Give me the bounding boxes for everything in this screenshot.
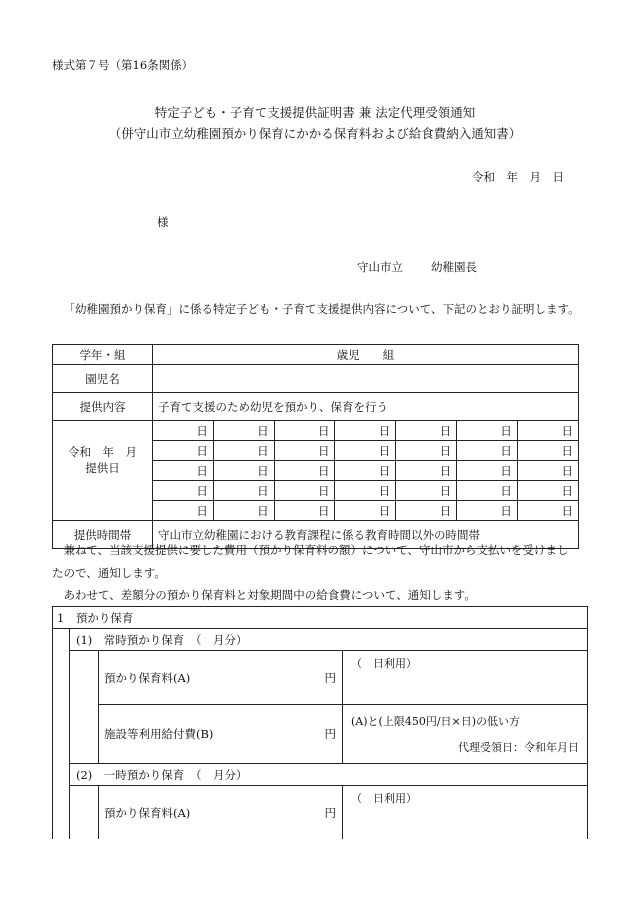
sub1-benefit-cell	[99, 705, 343, 764]
issuer-city: 守山市立	[357, 260, 403, 274]
fee-table	[52, 606, 588, 839]
sub1-fee-cell	[99, 651, 343, 705]
sub1-benefit-label: 施設等利用給付費(B)	[104, 727, 214, 741]
day-cell: 日	[153, 421, 214, 441]
day-cell: 日	[517, 461, 578, 481]
form-number: 様式第７号（第16条関係）	[52, 58, 194, 72]
day-cell: 日	[517, 421, 578, 441]
time-label: 提供時間帯	[53, 521, 153, 549]
service-dates-label	[53, 421, 153, 521]
sub1-benefit-note: (A)と(上限450円/日×日)の低い方	[351, 715, 521, 728]
day-cell: 日	[517, 441, 578, 461]
day-cell: 日	[457, 481, 518, 501]
section-title: 1 預かり保育	[53, 607, 588, 629]
sub1-benefit-unit: 円	[324, 727, 336, 741]
sub2-title: (2) 一時預かり保育 （ 月分）	[70, 764, 588, 786]
sub1-receipt-date: 代理受領日：令和年月日	[458, 741, 579, 754]
day-cell: 日	[396, 501, 457, 521]
day-cell: 日	[396, 461, 457, 481]
day-cell: 日	[517, 481, 578, 501]
grade-label: 学年・組	[53, 345, 153, 365]
day-cell: 日	[457, 421, 518, 441]
service-month-label: 令和 年 月	[68, 444, 137, 459]
day-cell: 日	[457, 441, 518, 461]
day-cell: 日	[335, 421, 396, 441]
sub1-fee-label: 預かり保育料(A)	[104, 670, 191, 685]
child-name-value	[153, 365, 579, 393]
day-cell: 日	[396, 441, 457, 461]
issuer	[357, 259, 477, 275]
document-subtitle: （併守山市立幼稚園預かり保育にかかる保育料および給食費納入通知書）	[108, 126, 522, 141]
sub2-days-note: （ 日利用）	[343, 786, 588, 840]
notice-paragraph-1: 兼ねて、当該支援提供に要した費用（預かり保育料の額）について、守山市から支払いを受けましたので、通知します。	[52, 543, 569, 580]
day-cell: 日	[213, 461, 274, 481]
day-cell: 日	[153, 461, 214, 481]
day-cell: 日	[153, 501, 214, 521]
day-cell: 日	[213, 501, 274, 521]
content-label: 提供内容	[53, 393, 153, 421]
certificate-table	[52, 344, 579, 549]
day-cell: 日	[335, 481, 396, 501]
day-cell: 日	[274, 481, 335, 501]
day-cell: 日	[274, 441, 335, 461]
day-cell: 日	[335, 501, 396, 521]
issue-date: 令和 年 月 日	[472, 170, 564, 184]
intro-paragraph: 「幼稚園預かり保育」に係る特定子ども・子育て支援提供内容について、下記のとおり証明します。	[63, 302, 580, 316]
day-cell: 日	[153, 441, 214, 461]
day-cell: 日	[274, 461, 335, 481]
sub1-fee-unit: 円	[324, 670, 336, 685]
day-cell: 日	[213, 441, 274, 461]
content-value: 子育て支援のため幼児を預かり、保育を行う	[153, 393, 579, 421]
sub1-days-note: （ 日利用）	[343, 651, 588, 705]
day-cell: 日	[213, 421, 274, 441]
time-value: 守山市立幼稚園における教育課程に係る教育時間以外の時間帯	[153, 521, 579, 549]
day-cell: 日	[335, 441, 396, 461]
day-cell: 日	[457, 461, 518, 481]
day-cell: 日	[274, 421, 335, 441]
day-cell: 日	[517, 501, 578, 521]
day-cell: 日	[396, 481, 457, 501]
sub1-title: (1) 常時預かり保育 （ 月分）	[70, 629, 588, 651]
day-cell: 日	[153, 481, 214, 501]
sub2-fee-cell	[99, 786, 343, 840]
day-cell: 日	[335, 461, 396, 481]
notice-paragraph-2: あわせて、差額分の預かり保育料と対象期間中の給食費について、通知します。	[63, 588, 476, 602]
day-cell: 日	[213, 481, 274, 501]
service-days-label: 提供日	[85, 460, 120, 475]
grade-value: 歳児 組	[153, 345, 579, 365]
issuer-title: 幼稚園長	[431, 260, 477, 274]
sub1-benefit-notes	[343, 705, 588, 764]
day-cell: 日	[274, 501, 335, 521]
day-cell: 日	[457, 501, 518, 521]
sub2-fee-unit: 円	[324, 805, 336, 820]
child-name-label: 園児名	[53, 365, 153, 393]
recipient-honorific: 様	[157, 215, 169, 229]
sub2-fee-label: 預かり保育料(A)	[104, 805, 191, 820]
document-title: 特定子ども・子育て支援提供証明書 兼 法定代理受領通知	[154, 105, 476, 120]
day-cell: 日	[396, 421, 457, 441]
